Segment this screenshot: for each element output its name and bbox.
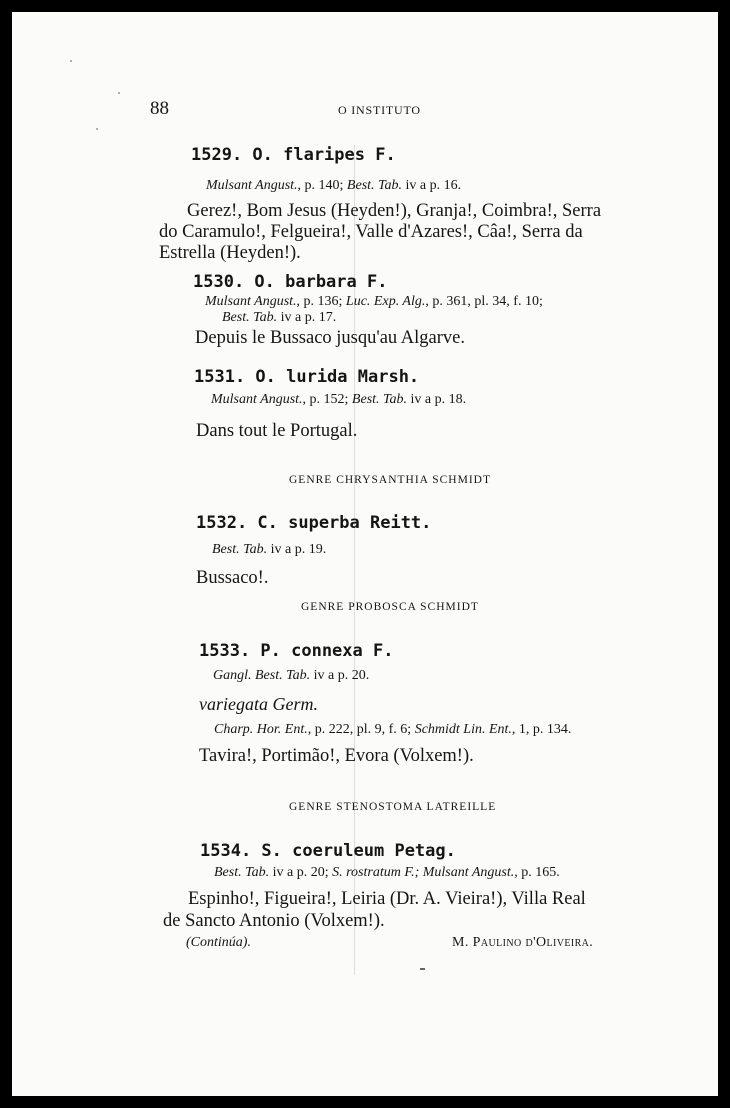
locality-text: Bussaco!. (196, 568, 269, 588)
locality-text: Estrella (Heyden!). (159, 243, 301, 263)
locality-text: Dans tout le Portugal. (196, 421, 358, 441)
running-title: O INSTITUTO (338, 103, 421, 117)
ink-mark (420, 968, 425, 970)
entry-heading: 1529. O. flaripes F. (191, 145, 396, 165)
author-signature: M. Paulino d'Oliveira. (452, 935, 594, 950)
paper-speck (118, 92, 120, 94)
locality-text: de Sancto Antonio (Volxem!). (163, 911, 385, 931)
entry-reference: Mulsant Angust., p. 152; Best. Tab. iv a p. 18. (211, 392, 467, 407)
entry-heading: 1534. S. coeruleum Petag. (200, 841, 456, 861)
locality-text: Depuis le Bussaco jusqu'au Algarve. (195, 328, 465, 348)
genre-heading: GENRE CHRYSANTHIA SCHMIDT (289, 474, 491, 486)
locality-text: Tavira!, Portimão!, Evora (Volxem!). (199, 746, 474, 766)
entry-reference: Mulsant Angust., p. 136; Luc. Exp. Alg., p. 361, pl. 34, f. 10; (205, 294, 543, 309)
paper-speck (70, 60, 72, 62)
entry-heading: 1530. O. barbara F. (193, 272, 388, 292)
genre-heading: GENRE PROBOSCA SCHMIDT (301, 601, 479, 613)
entry-heading: 1531. O. lurida Marsh. (194, 367, 420, 387)
continued-note: (Continúa). (186, 935, 251, 950)
page-number: 88 (150, 98, 169, 119)
entry-heading: 1532. C. superba Reitt. (196, 513, 432, 533)
locality-text: Gerez!, Bom Jesus (Heyden!), Granja!, Coimbra!, Serra (187, 201, 602, 221)
entry-reference: Best. Tab. iv a p. 17. (222, 310, 337, 325)
paper-speck (96, 128, 98, 130)
genre-heading: GENRE STENOSTOMA LATREILLE (289, 801, 497, 813)
entry-reference: Gangl. Best. Tab. iv a p. 20. (213, 668, 370, 683)
locality-text: do Caramulo!, Felgueira!, Valle d'Azares!, Câa!, Serra da (159, 222, 583, 242)
synonym: variegata Germ. (199, 694, 318, 714)
entry-reference: Charp. Hor. Ent., p. 222, pl. 9, f. 6; Schmidt Lin. Ent., 1, p. 134. (214, 722, 572, 737)
entry-reference: Mulsant Angust., p. 140; Best. Tab. iv a p. 16. (206, 178, 462, 193)
entry-heading: 1533. P. connexa F. (199, 641, 394, 661)
locality-text: Espinho!, Figueira!, Leiria (Dr. A. Vieira!), Villa Real (188, 889, 586, 909)
entry-reference: Best. Tab. iv a p. 20; S. rostratum F.; Mulsant Angust., p. 165. (214, 865, 560, 880)
entry-reference: Best. Tab. iv a p. 19. (212, 542, 327, 557)
